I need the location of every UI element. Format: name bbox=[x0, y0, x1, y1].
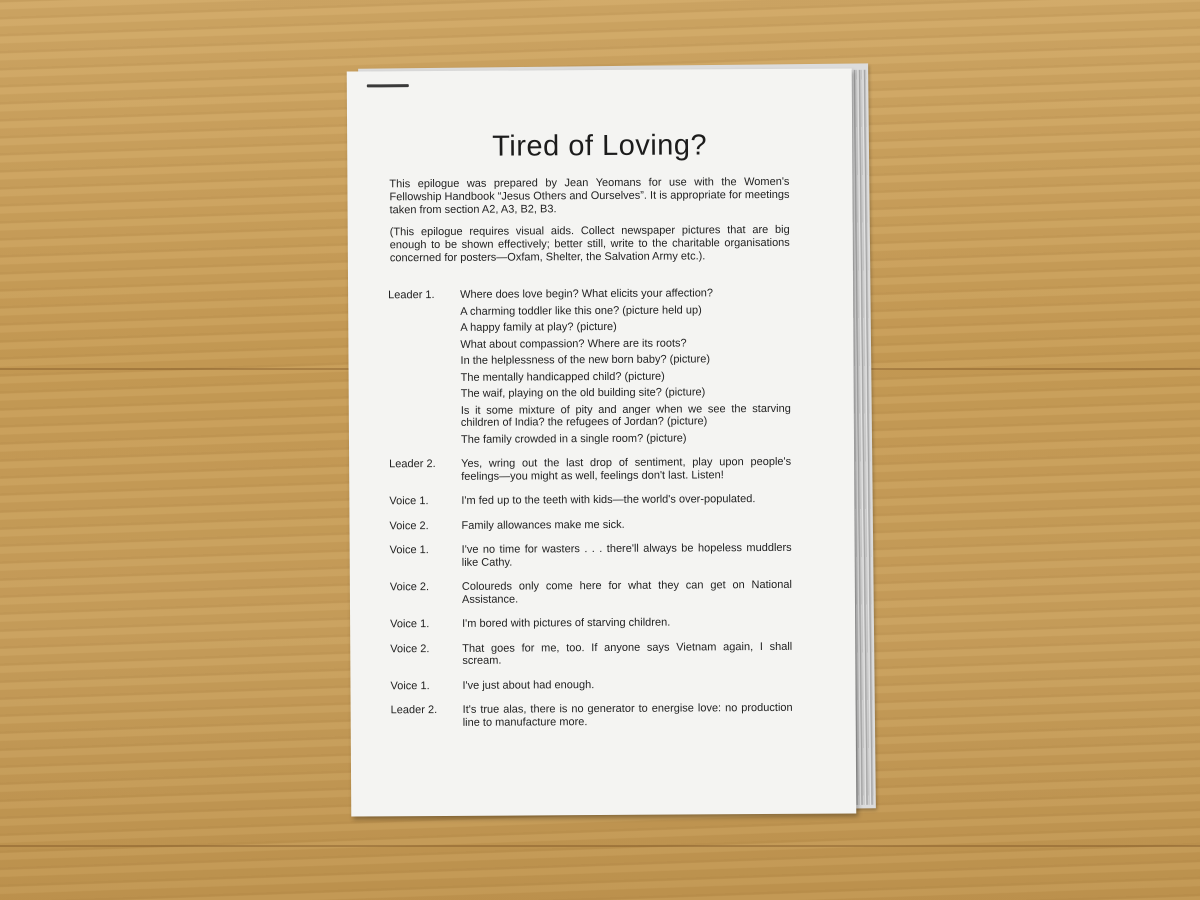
speaker-label: Leader 2. bbox=[390, 704, 438, 717]
speaker-label: Leader 2. bbox=[389, 458, 436, 471]
script-dialogue bbox=[388, 287, 795, 741]
speaker-label: Voice 1. bbox=[389, 544, 429, 557]
script-entry bbox=[389, 517, 793, 536]
spoken-line: I've just about had enough. bbox=[462, 678, 595, 692]
script-entry bbox=[389, 456, 793, 487]
spoken-line: I'm bored with pictures of starving children. bbox=[462, 616, 671, 630]
spoken-lines bbox=[462, 640, 792, 671]
script-entry bbox=[390, 640, 794, 671]
spoken-lines bbox=[460, 287, 791, 450]
spoken-line: A happy family at play? (picture) bbox=[460, 320, 617, 334]
spoken-line: The mentally handicapped child? (picture) bbox=[460, 370, 665, 384]
spoken-line: Coloureds only come here for what they can get on National Assistance. bbox=[461, 578, 792, 606]
document-page bbox=[347, 68, 857, 816]
spoken-lines bbox=[461, 493, 791, 512]
spoken-line: In the helplessness of the new born baby? (picture) bbox=[460, 353, 711, 367]
speaker-label: Voice 1. bbox=[390, 618, 430, 631]
spoken-line: Is it some mixture of pity and anger when we see the starving children of India? the refugees of Jordan? (picture) bbox=[460, 402, 791, 429]
spoken-line: The family crowded in a single room? (picture) bbox=[460, 431, 687, 446]
script-entry bbox=[390, 579, 794, 610]
script-entry bbox=[390, 616, 794, 635]
script-entry bbox=[388, 287, 793, 450]
spoken-line: What about compassion? Where are its roots? bbox=[460, 336, 687, 351]
speaker-label: Voice 2. bbox=[390, 642, 430, 655]
intro-paragraph: This epilogue was prepared by Jean Yeomans for use with the Women's Fellowship Handbook “Jesus Others and Ourselves”. It is appropriate for meetings taken from section A2, A3, B2, B3. bbox=[389, 175, 790, 217]
staple-mark bbox=[367, 84, 409, 87]
spoken-lines bbox=[462, 579, 792, 610]
spoken-lines bbox=[463, 702, 793, 733]
speaker-label: Voice 2. bbox=[389, 519, 429, 532]
spoken-lines bbox=[462, 616, 792, 635]
spoken-line: I've no time for wasters . . . there'll always be hopeless muddlers like Cathy. bbox=[461, 541, 792, 569]
spoken-line: That goes for me, too. If anyone says Vietnam again, I shall scream. bbox=[462, 640, 793, 667]
spoken-line: Yes, wring out the last drop of sentiment, play upon people's feelings—you might as well, feelings don't last. Listen! bbox=[461, 455, 792, 483]
spoken-line: Where does love begin? What elicits your affection? bbox=[460, 287, 714, 301]
speaker-label: Voice 2. bbox=[389, 581, 430, 594]
spoken-line: A charming toddler like this one? (picture held up) bbox=[460, 303, 702, 318]
document-title: Tired of Loving? bbox=[492, 129, 708, 163]
spoken-lines bbox=[462, 542, 792, 573]
script-entry bbox=[390, 542, 794, 573]
script-entry bbox=[390, 677, 794, 696]
wood-grain-seam bbox=[0, 845, 1200, 847]
spoken-lines bbox=[462, 677, 792, 696]
spoken-lines bbox=[461, 456, 791, 487]
spoken-line: Family allowances make me sick. bbox=[461, 518, 625, 532]
script-entry bbox=[391, 702, 795, 733]
spoken-line: The waif, playing on the old building site? (picture) bbox=[460, 386, 706, 400]
spoken-line: I'm fed up to the teeth with kids—the world's over-populated. bbox=[461, 493, 756, 507]
speaker-label: Voice 1. bbox=[390, 679, 430, 692]
spoken-lines bbox=[461, 517, 791, 536]
speaker-label: Leader 1. bbox=[388, 289, 435, 302]
script-entry bbox=[389, 493, 793, 512]
intro-note-paragraph: (This epilogue requires visual aids. Collect newspaper pictures that are big enough to be shown effectively; better still, write to the charitable organisations concerned for posters—Oxfam, Shelter, the Salvation Army etc.). bbox=[389, 223, 790, 265]
speaker-label: Voice 1. bbox=[389, 495, 429, 508]
spoken-line: It's true alas, there is no generator to energise love: no production line to manufacture more. bbox=[462, 701, 793, 729]
